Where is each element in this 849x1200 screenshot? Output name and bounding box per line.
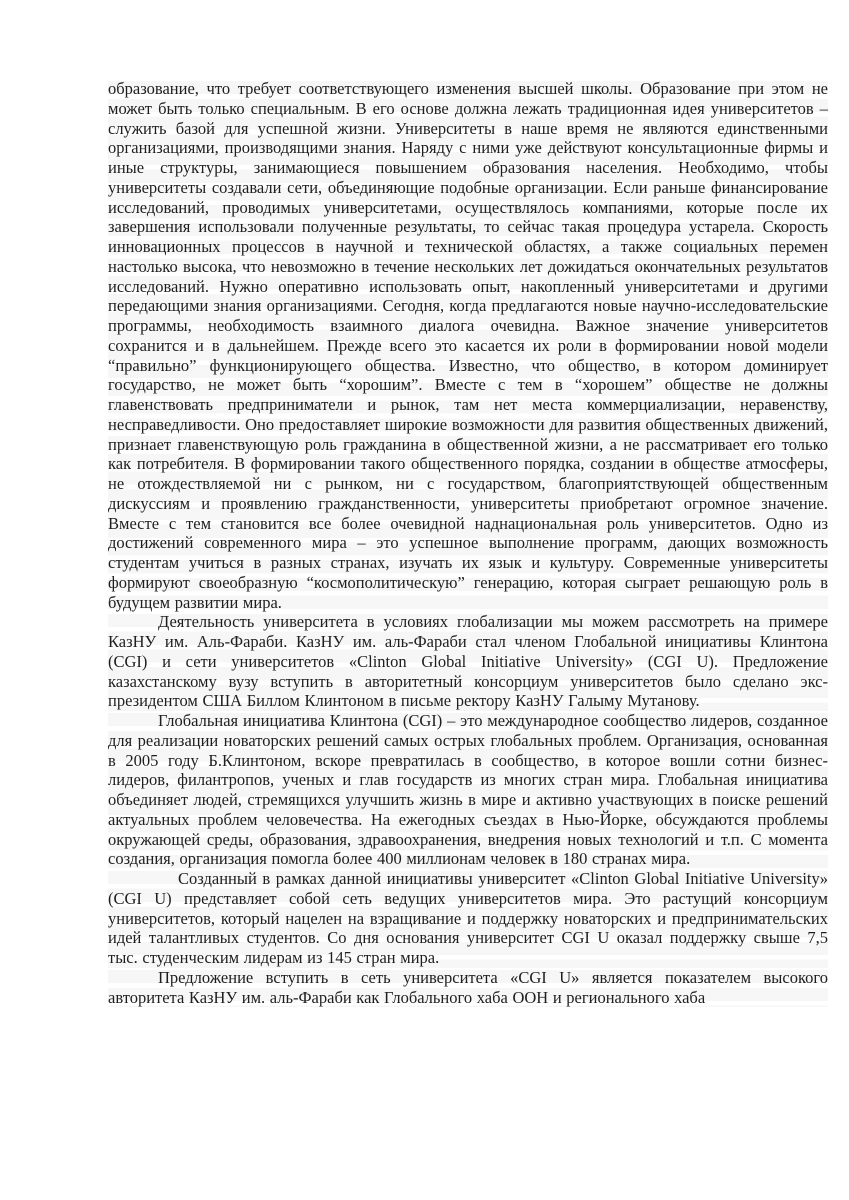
body-paragraph-3: Глобальная инициатива Клинтона (CGI) – это международное сообщество лидеров, созданное для реализации новаторских решений самых острых глобальных проблем. Организация, основанная в 2005 году Б.Клинтоном, вскоре превратилась в сообщество, в которое вошли сотни бизнес-лидеров, филантропов, ученых и глав государств из многих стран мира. Глобальная инициатива объединяет людей, стремящихся улучшить жизнь в мире и активно участвующих в поиске решений актуальных проблем человечества. На ежегодных съездах в Нью-Йорке, обсуждаются проблемы окружающей среды, образования, здравоохранения, внедрения новых технологий и т.п. С момента создания, организация помогла более 400 миллионам человек в 180 странах мира. — [108, 711, 828, 869]
body-paragraph-4: Созданный в рамках данной инициативы университет «Clinton Global Initiative University» (CGI U) представляет собой сеть ведущих университетов мира. Это растущий консорциум университетов, который нацелен на взращивание и поддержку новаторских и предпринимательских идей талантливых студентов. Со дня основания университет CGI U оказал поддержку свыше 7,5 тыс. студенческим лидерам из 145 стран мира. — [108, 869, 828, 967]
body-paragraph-2: Деятельность университета в условиях глобализации мы можем рассмотреть на примере КазНУ им. Аль-Фараби. КазНУ им. аль-Фараби стал членом Глобальной инициативы Клинтона (CGI) и сети университетов «Clinton Global Initiative University» (CGI U). Предложение казахстанскому вузу вступить в авторитетный консорциум университетов было сделано экс-президентом США Биллом Клинтоном в письме ректору КазНУ Галыму Мутанову. — [108, 612, 828, 711]
body-paragraph-1: образование, что требует соответствующего изменения высшей школы. Образование при этом не может быть только специальным. В его основе должна лежать традиционная идея университетов – служить базой для успешной жизни. Университеты в наше время не являются единственными организациями, производящими знания. Наряду с ними уже действуют консультационные фирмы и иные структуры, занимающиеся повышением образования населения. Необходимо, чтобы университеты создавали сети, объединяющие подобные организации. Если раньше финансирование исследований, проводимых университетами, осуществлялось компаниями, которые после их завершения использовали полученные результаты, то сейчас такая процедура устарела. Скорость инновационных процессов в научной и технической областях, а также социальных перемен настолько высока, что невозможно в течение нескольких лет дожидаться окончательных результатов исследований. Нужно оперативно использовать опыт, накопленный университетами и другими передающими знания организациями. Сегодня, когда предлагаются новые научно-исследовательские программы, необходимость взаимного диалога очевидна. Важное значение университетов сохранится и в дальнейшем. Прежде всего это касается их роли в формировании новой модели “правильно” функционирующего общества. Известно, что общество, в котором доминирует государство, не может быть “хорошим”. Вместе с тем в “хорошем” обществе не должны главенствовать предприниматели и рынок, там нет места коммерциализации, неравенству, несправедливости. Оно предоставляет широкие возможности для развития общественных движений, признает главенствующую роль гражданина в общественной жизни, а не рассматривает его только как потребителя. В формировании такого общественного порядка, создании в обществе атмосферы, не отождествляемой ни с рынком, ни с государством, благоприятствующей общественным дискуссиям и проявлению гражданственности, университеты приобретают огромное значение. Вместе с тем становится все более очевидной наднациональная роль университетов. Одно из достижений современного мира – это успешное выполнение программ, дающих возможность студентам учиться в разных странах, изучать их язык и культуру. Современные университеты формируют своеобразную “космополитическую” генерацию, которая сыграет решающую роль в будущем развитии мира. — [108, 79, 828, 612]
text-block — [108, 79, 828, 1007]
body-paragraph-5: Предложение вступить в сеть университета «CGI U» является показателем высокого авторитета КазНУ им. аль-Фараби как Глобального хаба ООН и регионального хаба — [108, 967, 828, 1007]
